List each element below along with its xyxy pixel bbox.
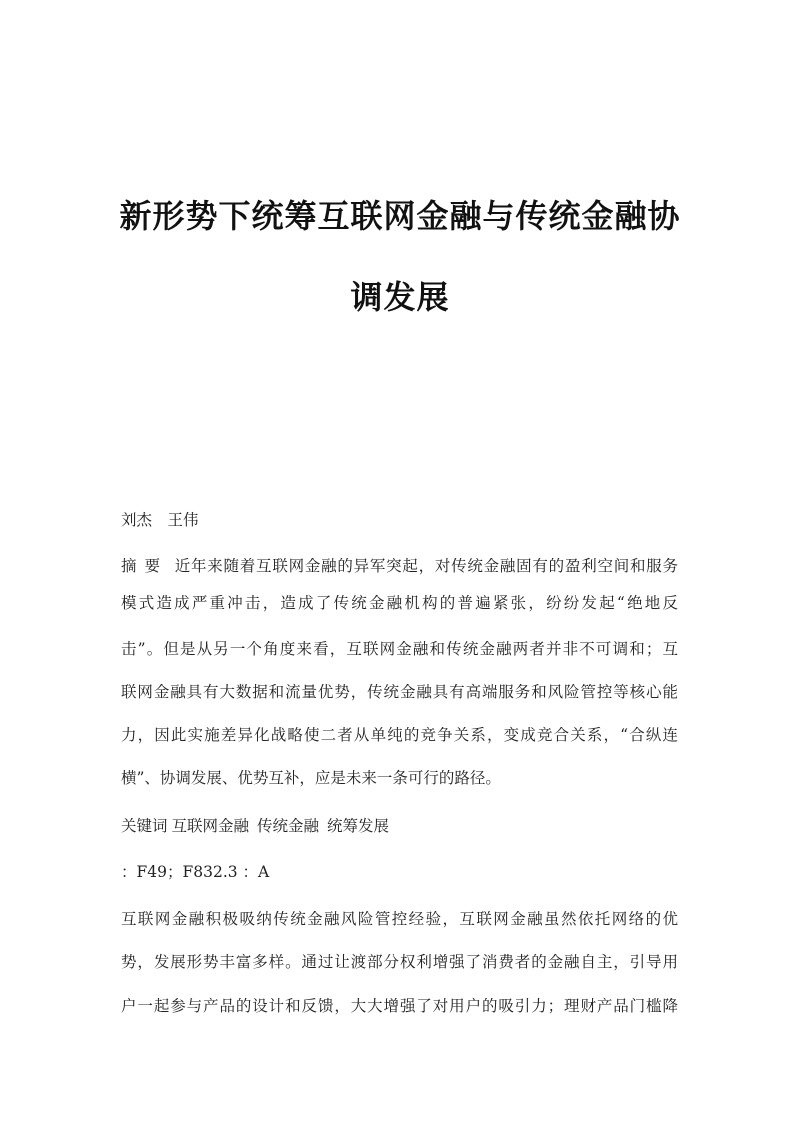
abstract-line-2: 模式造成严重冲击，造成了传统金融机构的普遍紧张，纷纷发起“绝地反 xyxy=(121,594,678,612)
abstract-line-3: 击”。但是从另一个角度来看，互联网金融和传统金融两者并非不可调和；互 xyxy=(121,640,678,658)
keyword-item: 传统金融 xyxy=(257,817,320,835)
abstract-line-1 xyxy=(121,555,678,577)
authors-text: 刘杰 王伟 xyxy=(121,511,199,529)
abstract-text-1: 近年来随着互联网金融的异军突起，对传统金融固有的盈利空间和服务 xyxy=(174,557,678,575)
keywords-label: 关键词 xyxy=(121,817,168,835)
abstract-line-5: 力，因此实施差异化战略使二者从单纯的竞争关系，变成竞合关系，“合纵连 xyxy=(121,726,678,744)
body-line-1: 互联网金融积极吸纳传统金融风险管控经验，互联网金融虽然依托网络的优 xyxy=(121,910,678,928)
body-line-3: 户一起参与产品的设计和反馈，大大增强了对用户的吸引力；理财产品门槛降 xyxy=(121,997,678,1015)
keyword-item: 统筹发展 xyxy=(327,817,390,835)
abstract-line-6: 横”、协调发展、优势互补，应是未来一条可行的路径。 xyxy=(121,769,501,787)
title-line-1: 新形势下统筹互联网金融与传统金融协 xyxy=(119,197,681,235)
keywords-line xyxy=(121,815,397,837)
classification-text: ：F49；F832.3 ：A xyxy=(121,863,270,881)
body-line-2: 势，发展形势丰富多样。通过让渡部分权利增强了消费者的金融自主，引导用 xyxy=(121,953,678,971)
title-line-2: 调发展 xyxy=(350,278,450,316)
abstract-line-4: 联网金融具有大数据和流量优势，传统金融具有高端服务和风险管控等核心能 xyxy=(121,683,678,701)
abstract-label: 摘要 xyxy=(121,557,169,575)
keyword-item: 互联网金融 xyxy=(171,817,250,835)
